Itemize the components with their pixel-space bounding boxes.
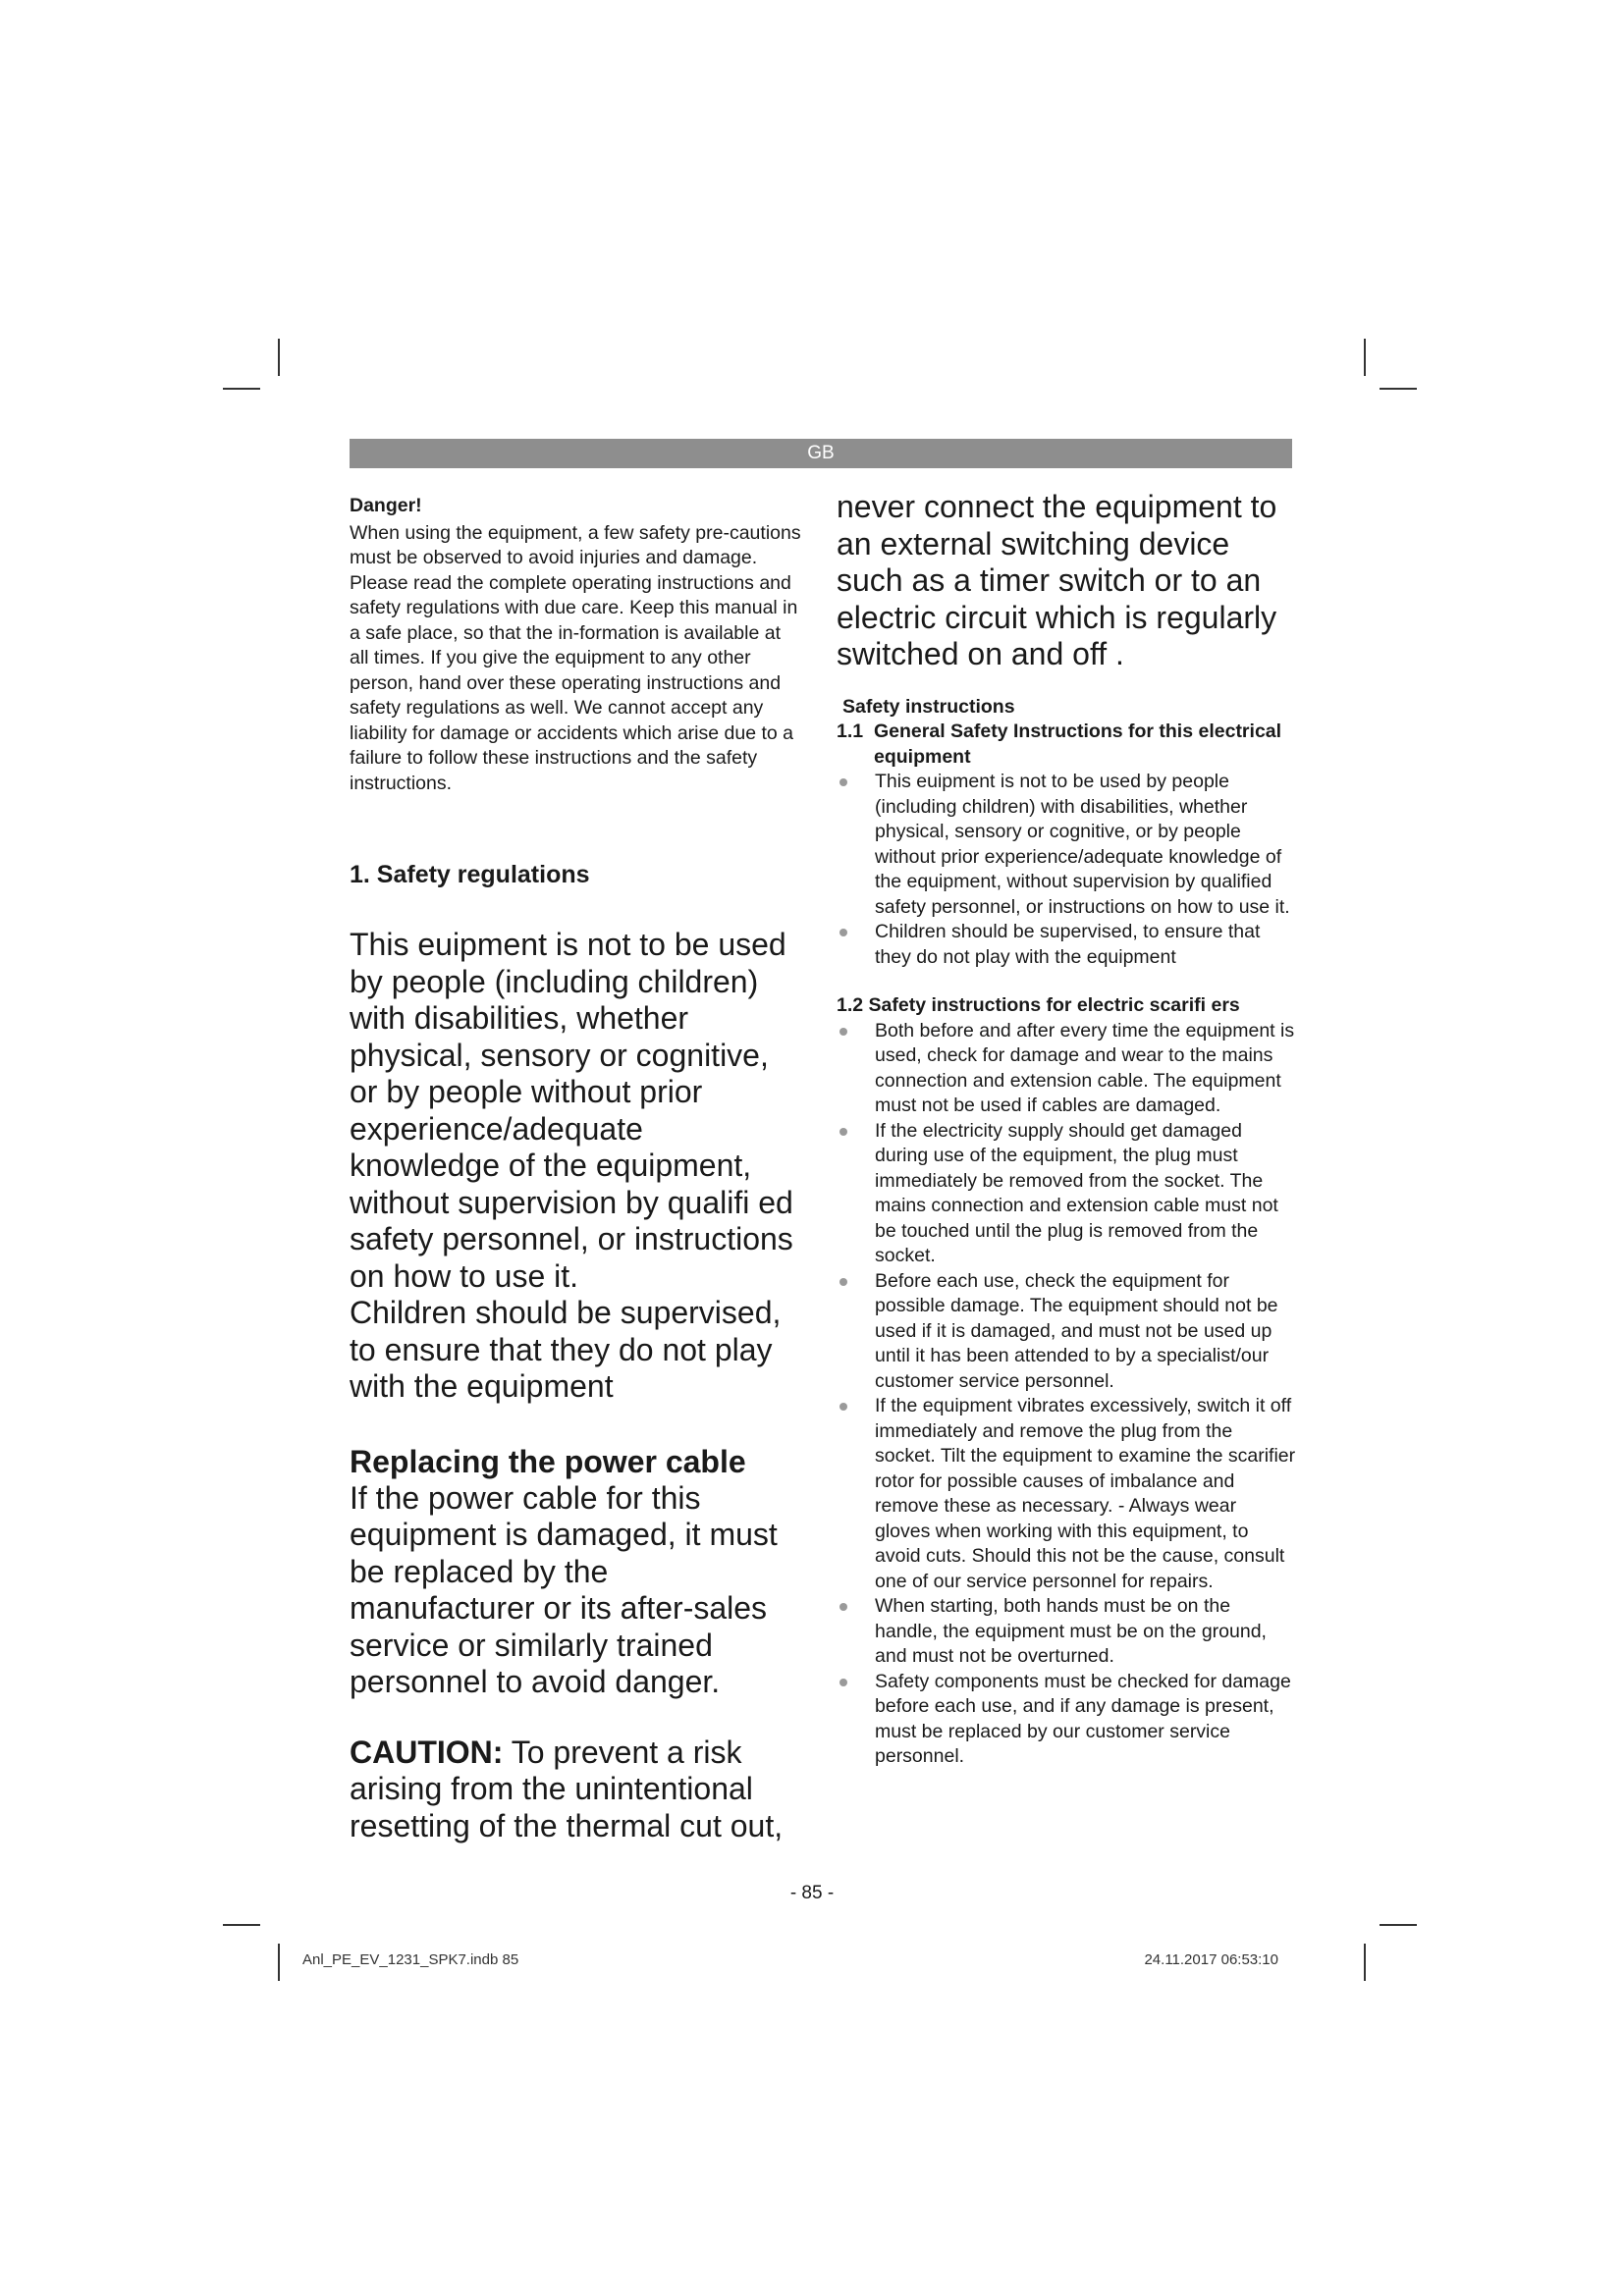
crop-mark [223, 1924, 260, 1926]
caution-text: To prevent a risk arising from the unintentional resetting of the thermal cut out, [350, 1734, 784, 1843]
subsection-number: 1.1 [837, 721, 864, 742]
bullet-icon [839, 1278, 847, 1286]
file-info: Anl_PE_EV_1231_SPK7.indb 85 [302, 1951, 519, 1968]
danger-text: When using the equipment, a few safety pre-cautions must be observed to avoid injuries and damage. Please read the complete operating instructions and safety regulations with due care. Keep this manual in a safe place, so that the in-formation is available at all times. If you give the equipment to any other person, hand over these operating instructions and safety regulations as well. We cannot accept any liability for damage or accidents which arise due to a failure to follow these instructions and the safety instructions. [350, 521, 801, 794]
subsection-1-2-heading: 1.2 Safety instructions for electric scarifi ers [837, 994, 1240, 1016]
safety-paragraph: This euipment is not to be used by people (including children) with disabilities, whether physical, sensory or cognitive, or by people without prior experience/adequate knowledge of the equipment, without supervision by qualifi ed safety personnel, or instructions on how to use it. [350, 927, 793, 1294]
print-timestamp: 24.11.2017 06:53:10 [1144, 1951, 1278, 1968]
crop-mark [278, 339, 280, 376]
crop-mark [223, 388, 260, 390]
supervision-paragraph: Children should be supervised, to ensure that they do not play with the equipment [350, 1295, 782, 1404]
bullet-icon [839, 1403, 847, 1411]
left-column [350, 494, 801, 1844]
language-code: GB [807, 443, 835, 463]
section-heading: 1. Safety regulations [350, 861, 590, 888]
bullet-icon [839, 1128, 847, 1136]
danger-title: Danger! [350, 495, 422, 516]
language-bar [350, 439, 1292, 468]
list-item: Safety components must be checked for damage before each use, and if any damage is present, must be replaced by our customer service personnel. [837, 1670, 1296, 1770]
page-number: - 85 - [789, 1883, 835, 1903]
list-item: If the equipment vibrates excessively, switch it off immediately and remove the plug from the socket. Tilt the equipment to examine the scarifier rotor for possible causes of imbalance and remove these as necessary. - Always wear gloves when working with this equipment, to avoid cuts. Should this not be the cause, consult one of our service personnel for repairs. [837, 1394, 1296, 1594]
list-item: This euipment is not to be used by people (including children) with disabilities, whether physical, sensory or cognitive, or by people without prior experience/adequate knowledge of the equipment, without supervision by qualified safety personnel, or instructions on how to use it. [837, 770, 1296, 920]
caution-paragraph [350, 1735, 801, 1845]
list-item: When starting, both hands must be on the handle, the equipment must be on the ground, and must not be overturned. [837, 1594, 1296, 1670]
safety-instructions [837, 695, 1296, 721]
crop-mark [278, 1944, 280, 1981]
crop-mark [1364, 1944, 1366, 1981]
list-item: Before each use, check the equipment for possible damage. The equipment should not be used if it is damaged, and must not be used up until it has been attended to by a specialist/our customer service personnel. [837, 1269, 1296, 1395]
bullet-icon [839, 1679, 847, 1686]
safety-instructions-title: Safety instructions [842, 695, 1015, 718]
continuation-text: never connect the equipment to an external switching device such as a timer switch or to an electric circuit which is regularly switched on and off . [837, 489, 1277, 671]
bullet-icon [839, 778, 847, 786]
bullet-icon [839, 1603, 847, 1611]
subsection-1-1-heading [837, 720, 1296, 770]
caution-label: CAUTION: [350, 1734, 504, 1770]
list-item: Both before and after every time the equipment is used, check for damage and wear to the mains connection and extension cable. The equipment must not be used if cables are damaged. [837, 1019, 1296, 1119]
list-item: Children should be supervised, to ensure that they do not play with the equipment [837, 920, 1296, 970]
power-cable-heading: Replacing the power cable [350, 1443, 746, 1479]
subsection-1-1-list [837, 770, 1296, 970]
bullet-icon [839, 1028, 847, 1036]
crop-mark [1380, 388, 1417, 390]
power-cable-text: If the power cable for this equipment is damaged, it must be replaced by the manufacturer or its after-sales service or similarly trained personnel to avoid danger. [350, 1479, 778, 1699]
bullet-icon [839, 929, 847, 936]
subsection-1-2-list [837, 1019, 1296, 1770]
list-item: If the electricity supply should get damaged during use of the equipment, the plug must immediately be removed from the socket. The mains connection and extension cable must not be touched until the plug is removed from the socket. [837, 1119, 1296, 1269]
crop-mark [1380, 1924, 1417, 1926]
right-column [837, 489, 1296, 1770]
crop-mark [1364, 339, 1366, 376]
subsection-title: General Safety Instructions for this electrical equipment [874, 721, 1282, 768]
